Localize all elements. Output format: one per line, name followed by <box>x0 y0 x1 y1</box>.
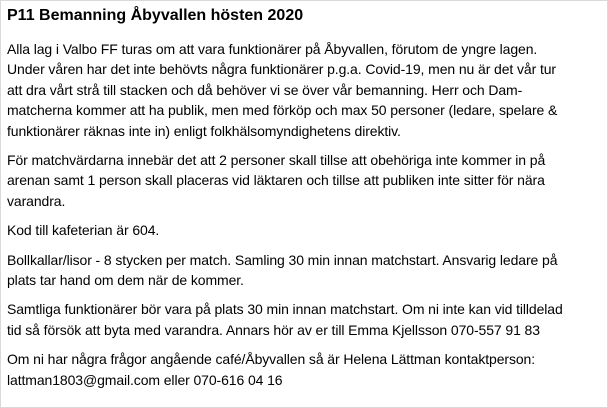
document-body <box>7 5 605 399</box>
text-line: att dra vårt strå till stacken och då behöver vi se över vår bemanning. Herr och Dam- <box>7 81 523 98</box>
text-line: varandra. <box>7 192 66 209</box>
text-line: plats tar hand om dem när de kommer. <box>7 272 244 289</box>
paragraph-arrival <box>7 299 605 340</box>
document-title: P11 Bemanning Åbyvallen hösten 2020 <box>7 7 304 24</box>
text-line: tid så försök att byta med varandra. Annars hör av er till Emma Kjellsson 070-557 91 83 <box>7 321 540 338</box>
text-line: Alla lag i Valbo FF turas om att vara funktionärer på Åbyvallen, förutom de yngre lagen. <box>7 41 538 57</box>
paragraph-intro <box>7 39 605 141</box>
text-line: funktionärer räknas inte in) enligt folkhälsomyndighetens direktiv. <box>7 122 401 139</box>
text-line: arenan samt 1 person skall placeras vid läktaren och tillse att publiken inte sitter för nära <box>7 172 545 189</box>
text-line: Kod till kafeterian är 604. <box>7 222 160 239</box>
text-line: Om ni har några frågor angående café/Åbyvallen så är Helena Lättman kontaktperson: <box>7 351 536 368</box>
text-line: För matchvärdarna innebär det att 2 personer skall tillse att obehöriga inte kommer in på <box>7 152 546 169</box>
paragraph-ball-kids <box>7 250 605 291</box>
paragraph-cafeteria-code <box>7 220 605 240</box>
paragraph-match-hosts <box>7 150 605 211</box>
text-line: Under våren har det inte behövts några funktionärer p.g.a. Covid-19, men nu är det vår tur <box>7 61 556 78</box>
contact-email-phone: lattman1803@gmail.com eller 070-616 04 16 <box>7 371 283 388</box>
paragraph-contact <box>7 349 605 390</box>
text-line: Bollkallar/lisor - 8 stycken per match. Samling 30 min innan matchstart. Ansvarig ledare på <box>7 251 558 268</box>
text-line: matcherna kommer att ha publik, men med förköp och max 50 personer (ledare, spelare & <box>7 102 558 119</box>
text-line: Samtliga funktionärer bör vara på plats 30 min innan matchstart. Om ni inte kan vid tilldelad <box>7 301 563 318</box>
